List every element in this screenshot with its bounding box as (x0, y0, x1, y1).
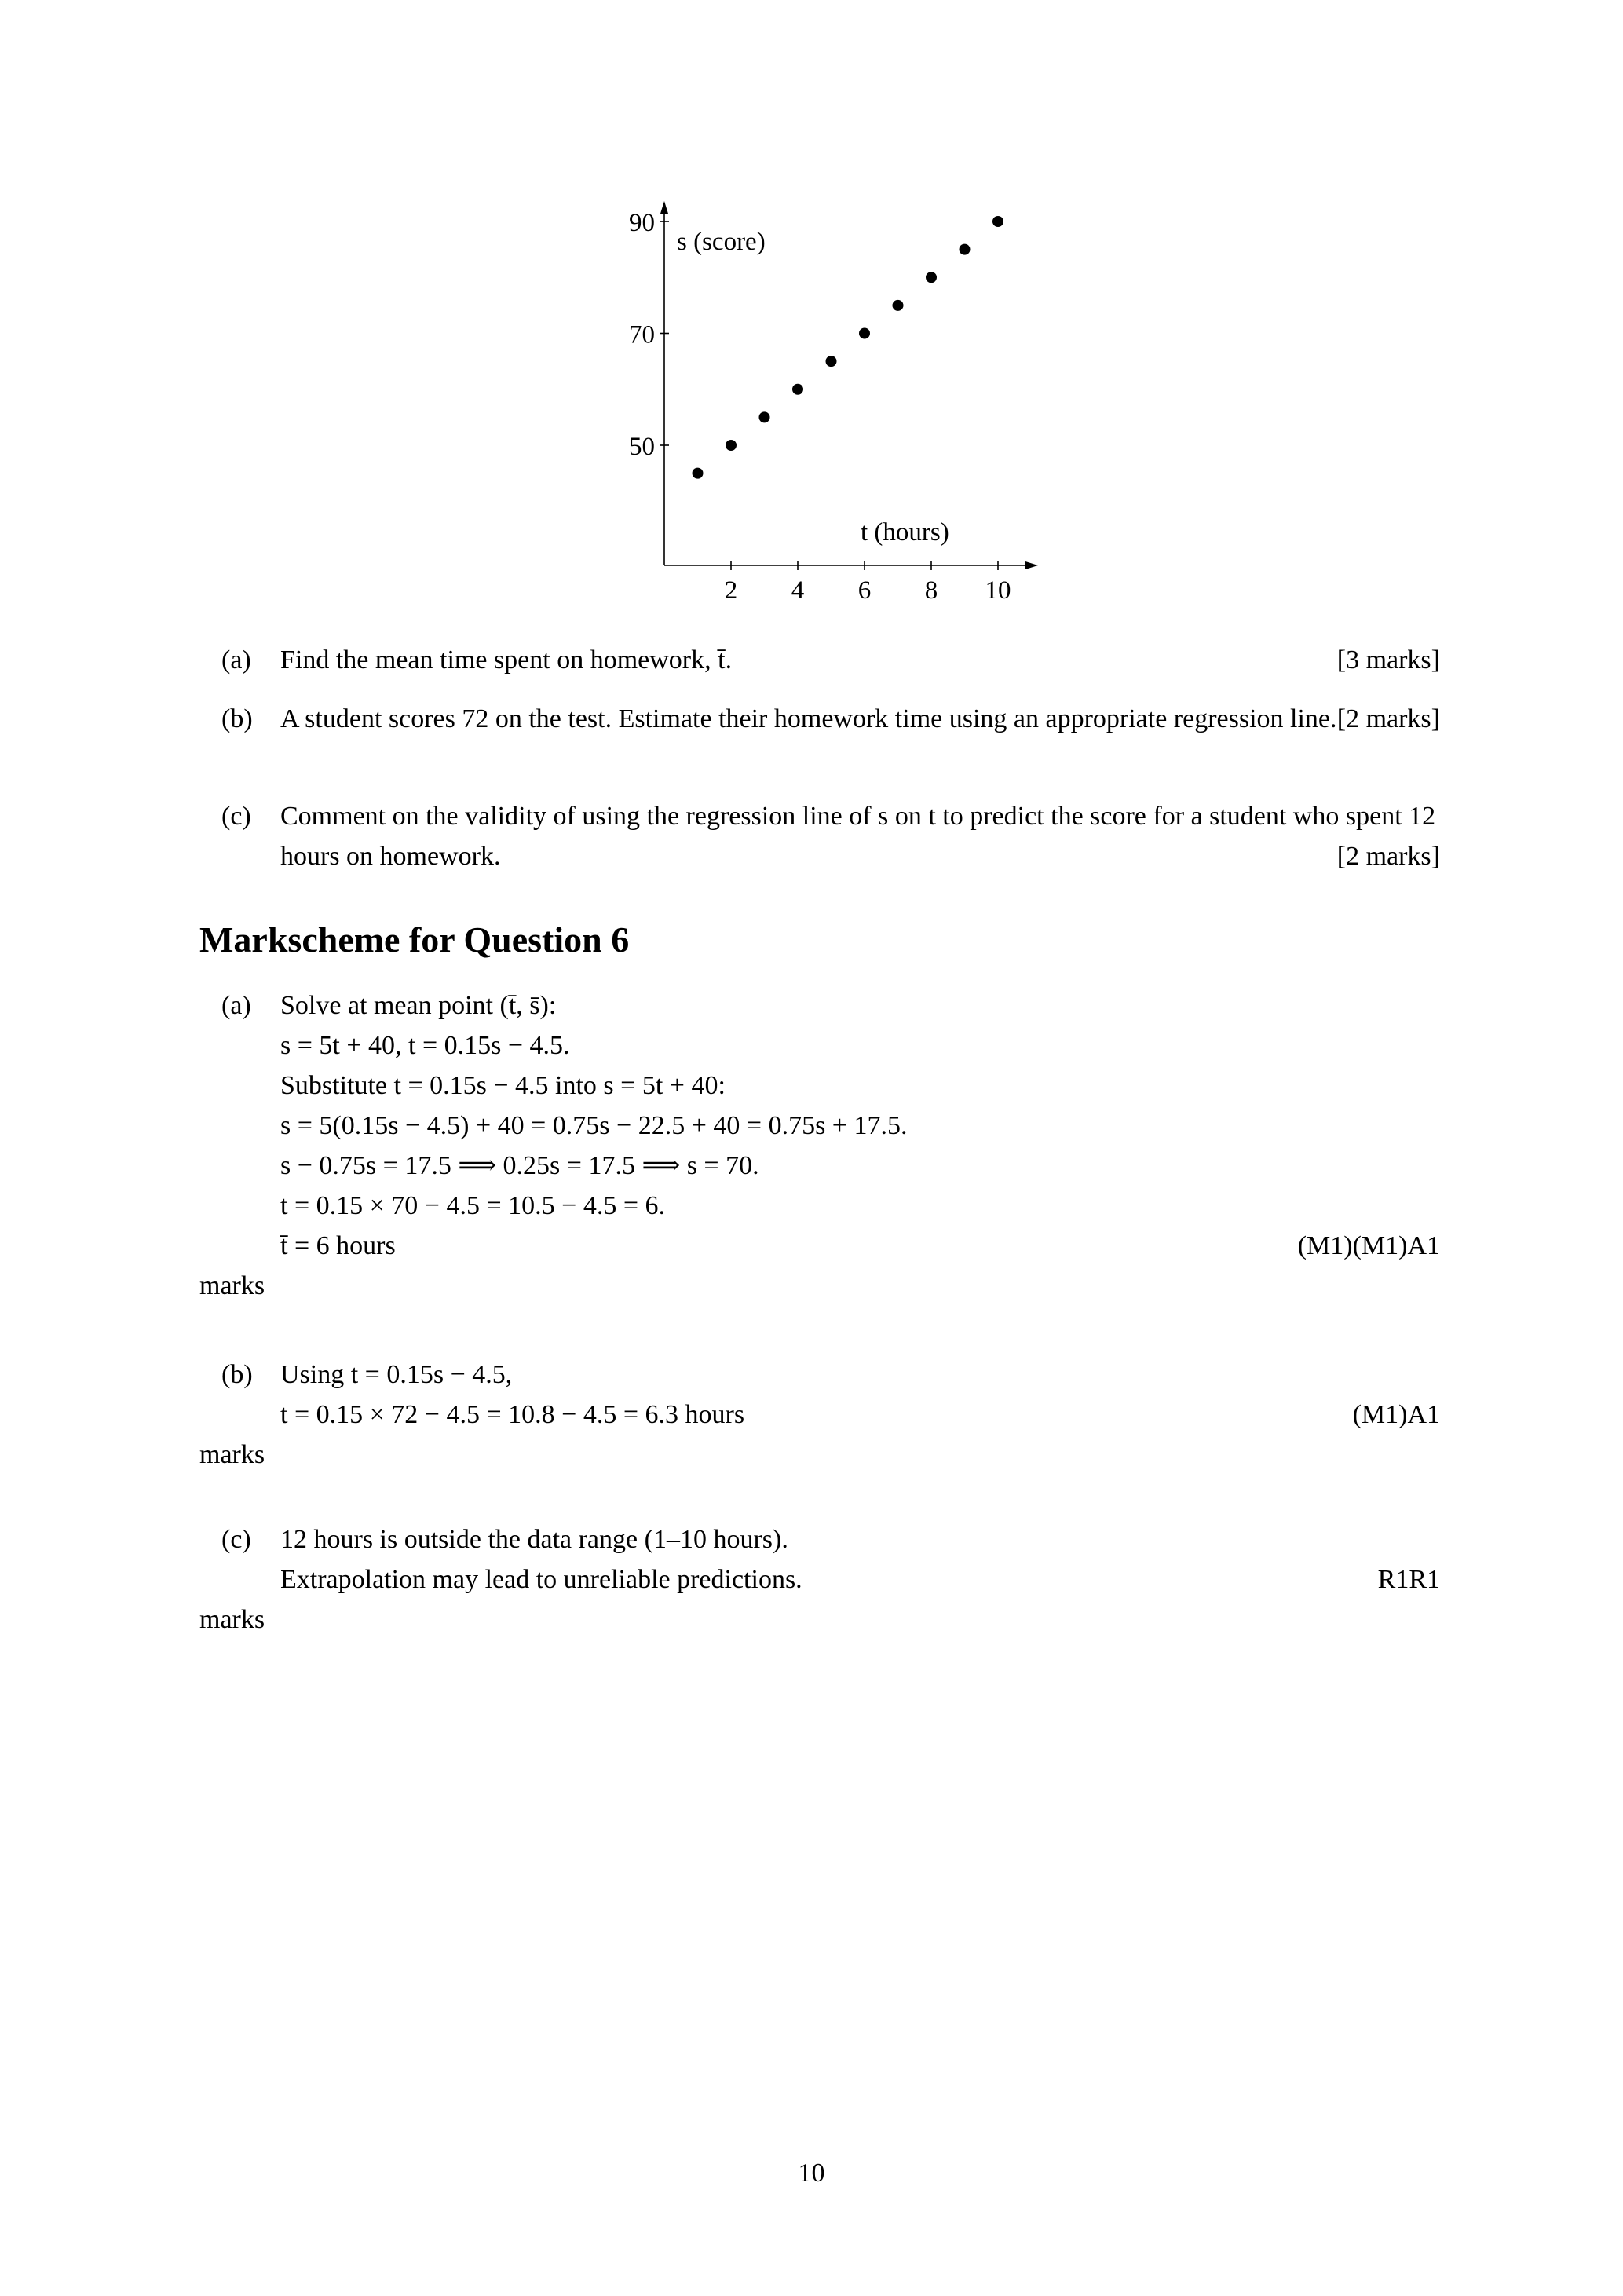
marks-word: marks (199, 1440, 265, 1469)
y-axis-label: s (score) (677, 228, 766, 256)
markscheme-item-a (199, 985, 1440, 1306)
award-code: (M1)A1 (1352, 1400, 1440, 1429)
data-point (992, 216, 1003, 227)
ms-line-text: Using t = 0.15s − 4.5, (280, 1360, 513, 1389)
x-tick-label: 4 (791, 576, 805, 605)
ms-line (280, 1559, 1440, 1600)
markscheme-item-b (199, 1355, 1440, 1475)
x-tick-label: 8 (924, 576, 938, 605)
ms-line-text: t = 0.15 × 70 − 4.5 = 10.5 − 4.5 = 6. (280, 1191, 665, 1220)
markscheme-heading: Markscheme for Question 6 (199, 919, 630, 960)
marks-badge: [3 marks] (1336, 645, 1440, 675)
ms-line (280, 1106, 1440, 1146)
ms-line (280, 1395, 1440, 1435)
data-point (859, 328, 870, 339)
item-label: (c) (221, 1525, 251, 1554)
ms-line (280, 1226, 1440, 1266)
item-label: (a) (221, 991, 251, 1020)
question-label: (b) (221, 704, 253, 733)
ms-line (221, 1519, 1440, 1559)
scatter-plot-svg (628, 181, 1099, 620)
ms-line-text: Substitute t = 0.15s − 4.5 into s = 5t + 40: (280, 1071, 726, 1100)
ms-line (280, 1186, 1440, 1226)
ms-line-text: s = 5t + 40, t = 0.15s − 4.5. (280, 1031, 570, 1060)
ms-line (221, 985, 1440, 1026)
question-text: Comment on the validity of using the regression line of s on t to predict the score for a student who spent 12 hours on homework. (280, 802, 1436, 871)
ms-line-text: 12 hours is outside the data range (1–10 hours). (280, 1525, 788, 1554)
award-code: (M1)(M1)A1 (1297, 1231, 1440, 1260)
ms-line-text: s − 0.75s = 17.5 ⟹ 0.25s = 17.5 ⟹ s = 70. (280, 1151, 759, 1180)
ms-line (221, 1355, 1440, 1395)
ms-line (280, 1146, 1440, 1186)
x-axis-label: t (hours) (861, 518, 949, 547)
y-axis-arrow (660, 201, 668, 214)
x-tick-label: 2 (724, 576, 738, 605)
award-code: R1R1 (1377, 1565, 1440, 1594)
ms-line-text: t̄ = 6 hours (280, 1231, 396, 1260)
question-text: A student scores 72 on the test. Estimate their homework time using an appropriate regression line. (280, 704, 1337, 733)
data-point (792, 384, 803, 395)
data-point (693, 468, 704, 479)
y-tick-label: 70 (629, 320, 655, 349)
data-point (759, 411, 770, 422)
ms-line-text: Solve at mean point (t̄, s̄): (280, 991, 557, 1020)
marks-badge: [2 marks] (1336, 842, 1440, 871)
item-label: (b) (221, 1360, 253, 1389)
ms-line-text: s = 5(0.15s − 4.5) + 40 = 0.75s − 22.5 + 40 = 0.75s + 17.5. (280, 1111, 908, 1140)
marks-word: marks (199, 1605, 265, 1634)
markscheme-item-c (199, 1519, 1440, 1640)
question-text: Find the mean time spent on homework, t̄. (280, 645, 733, 675)
x-axis-arrow (1025, 561, 1038, 569)
scatter-chart (628, 181, 1099, 632)
y-tick-label: 50 (629, 433, 655, 461)
data-point (960, 244, 971, 255)
x-tick-label: 10 (985, 576, 1011, 605)
ms-line-text: t = 0.15 × 72 − 4.5 = 10.8 − 4.5 = 6.3 hours (280, 1400, 745, 1429)
question-label: (c) (221, 802, 251, 831)
marks-word: marks (199, 1271, 265, 1300)
ms-line (280, 1026, 1440, 1066)
data-point (726, 440, 737, 451)
page-number: 10 (798, 2159, 825, 2188)
data-point (926, 272, 937, 283)
data-point (893, 300, 904, 311)
ms-line-text: Extrapolation may lead to unreliable predictions. (280, 1565, 802, 1594)
y-tick-label: 90 (629, 209, 655, 237)
question-item-c (221, 796, 1440, 876)
question-label: (a) (221, 645, 251, 675)
marks-badge: [2 marks] (1336, 704, 1440, 733)
question-item-b (221, 699, 1440, 739)
ms-line (280, 1066, 1440, 1106)
question-item-a (221, 640, 1440, 680)
data-point (826, 356, 837, 367)
x-tick-label: 6 (857, 576, 872, 605)
